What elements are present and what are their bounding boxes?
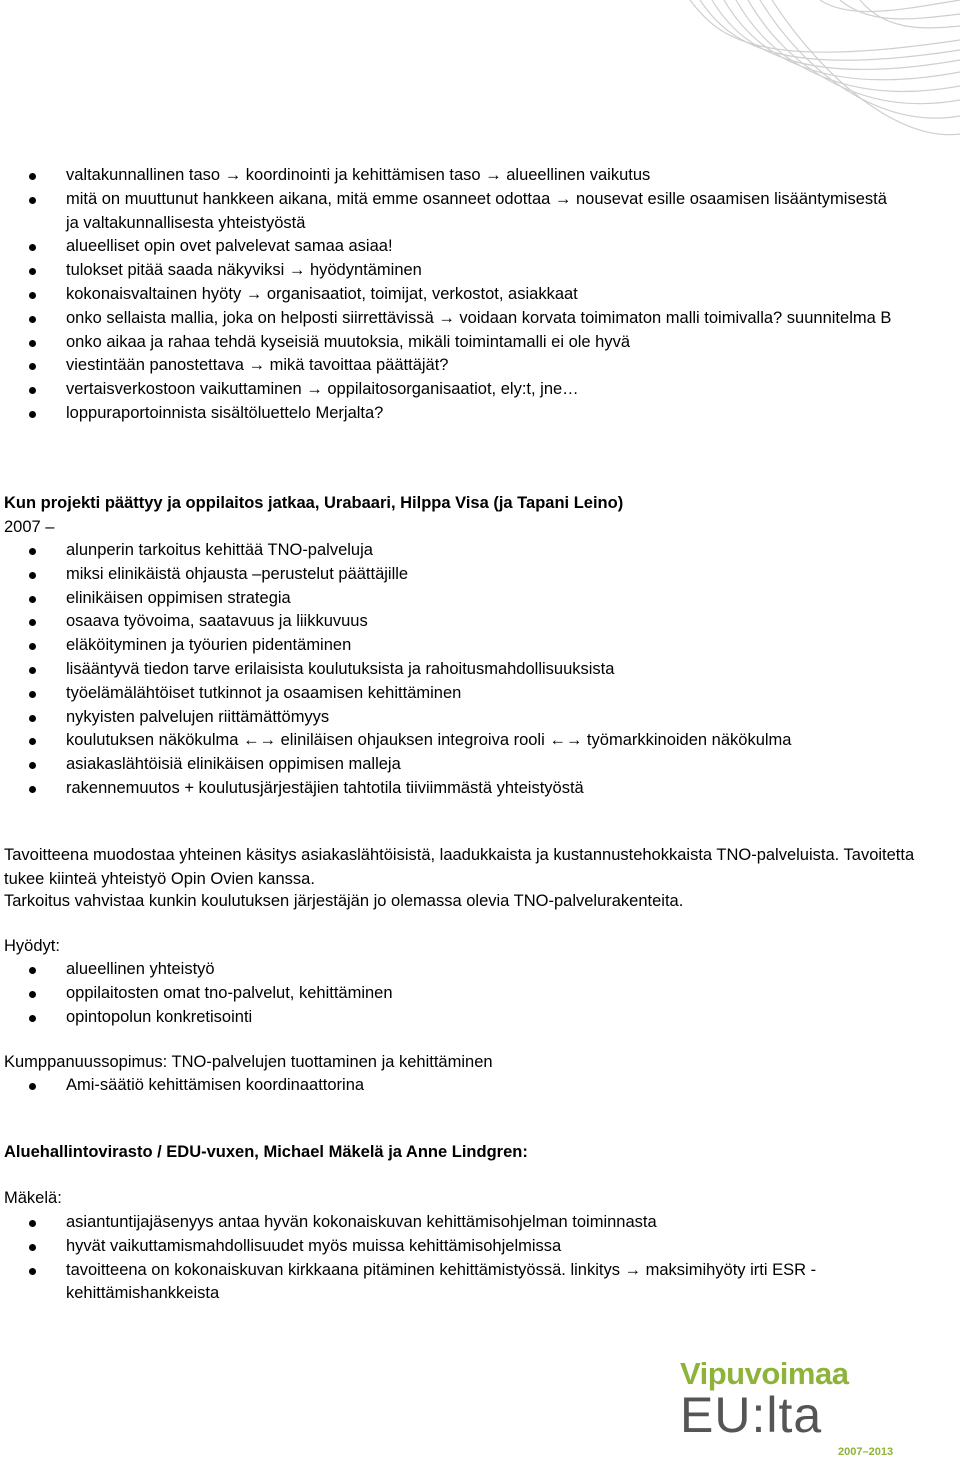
list-item: asiakaslähtöisiä elinikäisen oppimisen malleja [0, 753, 960, 777]
list-item: onko aikaa ja rahaa tehdä kyseisiä muutoksia, mikäli toimintamalli ei ole hyvä [0, 331, 960, 355]
bullet-icon [29, 387, 36, 394]
list-item: osaava työvoima, saatavuus ja liikkuvuus [0, 610, 960, 634]
list-item: alueellinen yhteistyö [0, 958, 960, 982]
bullet-icon [29, 691, 36, 698]
list-item: loppuraportoinnista sisältöluettelo Merjalta? [0, 402, 960, 426]
partnership-bullet-list [0, 1074, 960, 1098]
speaker-label: Mäkelä: [4, 1189, 62, 1207]
list-item: oppilaitosten omat tno-palvelut, kehittäminen [0, 982, 960, 1006]
list-item: kokonaisvaltainen hyöty → organisaatiot, toimijat, verkostot, asiakkaat [0, 283, 960, 307]
list-item: Ami-säätiö kehittämisen koordinaattorina [0, 1074, 960, 1098]
bullet-icon [29, 1244, 36, 1251]
benefits-bullet-list [0, 958, 960, 1029]
bullet-icon [29, 967, 36, 974]
project-bullet-list [0, 539, 960, 801]
bullet-icon [29, 715, 36, 722]
list-item: alueelliset opin ovet palvelevat samaa asiaa! [0, 235, 960, 259]
list-item: valtakunnallinen taso → koordinointi ja kehittämisen taso → alueellinen vaikutus [0, 164, 960, 188]
list-item: tulokset pitää saada näkyviksi → hyödyntäminen [0, 259, 960, 283]
list-item: nykyisten palvelujen riittämättömyys [0, 706, 960, 730]
goal-paragraph: Tavoitteena muodostaa yhteinen käsitys asiakaslähtöisistä, laadukkaista ja kustannustehokkaista TNO-palveluista. Tavoitetta tukee kiinteä yhteistyö Opin Ovien kanssa. [4, 846, 915, 888]
bullet-icon [29, 1015, 36, 1022]
bullet-icon [29, 572, 36, 579]
bullet-icon [29, 363, 36, 370]
list-item: eläköityminen ja työurien pidentäminen [0, 634, 960, 658]
bullet-icon [29, 411, 36, 418]
list-item: rakennemuutos + koulutusjärjestäjien tahtotila tiiviimmästä yhteistyöstä [0, 777, 960, 801]
bullet-icon [29, 197, 36, 204]
bullet-icon [29, 786, 36, 793]
bullet-icon [29, 244, 36, 251]
bullet-icon [29, 762, 36, 769]
list-item: onko sellaista mallia, joka on helposti siirrettävissä → voidaan korvata toimimaton malli toimivalla? suunnitelma B [0, 307, 960, 331]
bullet-icon [29, 991, 36, 998]
list-item: hyvät vaikuttamismahdollisuudet myös muissa kehittämisohjelmissa [0, 1235, 960, 1259]
list-item: lisääntyvä tiedon tarve erilaisista koulutuksista ja rahoitusmahdollisuuksista [0, 658, 960, 682]
bullet-icon [29, 1220, 36, 1227]
bullet-icon [29, 738, 36, 745]
section-heading: Kun projekti päättyy ja oppilaitos jatkaa, Urabaari, Hilppa Visa (ja Tapani Leino) [4, 494, 624, 512]
list-item: elinikäisen oppimisen strategia [0, 587, 960, 611]
list-item: miksi elinikäistä ohjausta –perustelut päättäjille [0, 563, 960, 587]
bullet-icon [29, 173, 36, 180]
bullet-icon [29, 340, 36, 347]
list-item: vertaisverkostoon vaikuttaminen → oppilaitosorganisaatiot, ely:t, jne… [0, 378, 960, 402]
bullet-icon [29, 619, 36, 626]
benefits-label: Hyödyt: [4, 937, 60, 955]
bullet-icon [29, 548, 36, 555]
bullet-icon [29, 667, 36, 674]
bullet-icon [29, 643, 36, 650]
bullet-icon [29, 1083, 36, 1090]
makela-bullet-list [0, 1211, 960, 1306]
list-item: koulutuksen näkökulma ←→ eliniläisen ohjauksen integroiva rooli ←→ työmarkkinoiden näkökulma [0, 729, 960, 753]
bullet-icon [29, 268, 36, 275]
purpose-paragraph: Tarkoitus vahvistaa kunkin koulutuksen järjestäjän jo olemassa olevia TNO-palvelurakenteita. [4, 892, 684, 910]
bullet-icon [29, 1268, 36, 1275]
list-item: asiantuntijajäsenyys antaa hyvän kokonaiskuvan kehittämisohjelman toiminnasta [0, 1211, 960, 1235]
bullet-icon [29, 316, 36, 323]
decorative-wave-lines [0, 0, 960, 150]
partnership-label: Kumppanuussopimus: TNO-palvelujen tuottaminen ja kehittäminen [4, 1053, 493, 1071]
year-label: 2007 – [4, 518, 55, 536]
list-item: viestintään panostettava → mikä tavoittaa päättäjät? [0, 354, 960, 378]
list-item: tavoitteena on kokonaiskuvan kirkkaana pitäminen kehittämistyössä. linkitys → maksimihyöty irti ESR -kehittämishankkeista [0, 1259, 960, 1307]
bullet-icon [29, 596, 36, 603]
list-item: työelämälähtöiset tutkinnot ja osaamisen kehittäminen [0, 682, 960, 706]
summary-bullet-list [0, 164, 960, 426]
vipuvoimaa-logo: Vipuvoimaa EU:lta 2007–2013 [680, 1356, 894, 1458]
bullet-icon [29, 292, 36, 299]
list-item: opintopolun konkretisointi [0, 1006, 960, 1030]
list-item: mitä on muuttunut hankkeen aikana, mitä emme osanneet odottaa → nousevat esille osaamisen lisääntymisestä ja valtakunnallisesta yhteistyöstä [0, 188, 960, 236]
section-heading: Aluehallintovirasto / EDU-vuxen, Michael Mäkelä ja Anne Lindgren: [4, 1143, 528, 1161]
list-item: alunperin tarkoitus kehittää TNO-palveluja [0, 539, 960, 563]
